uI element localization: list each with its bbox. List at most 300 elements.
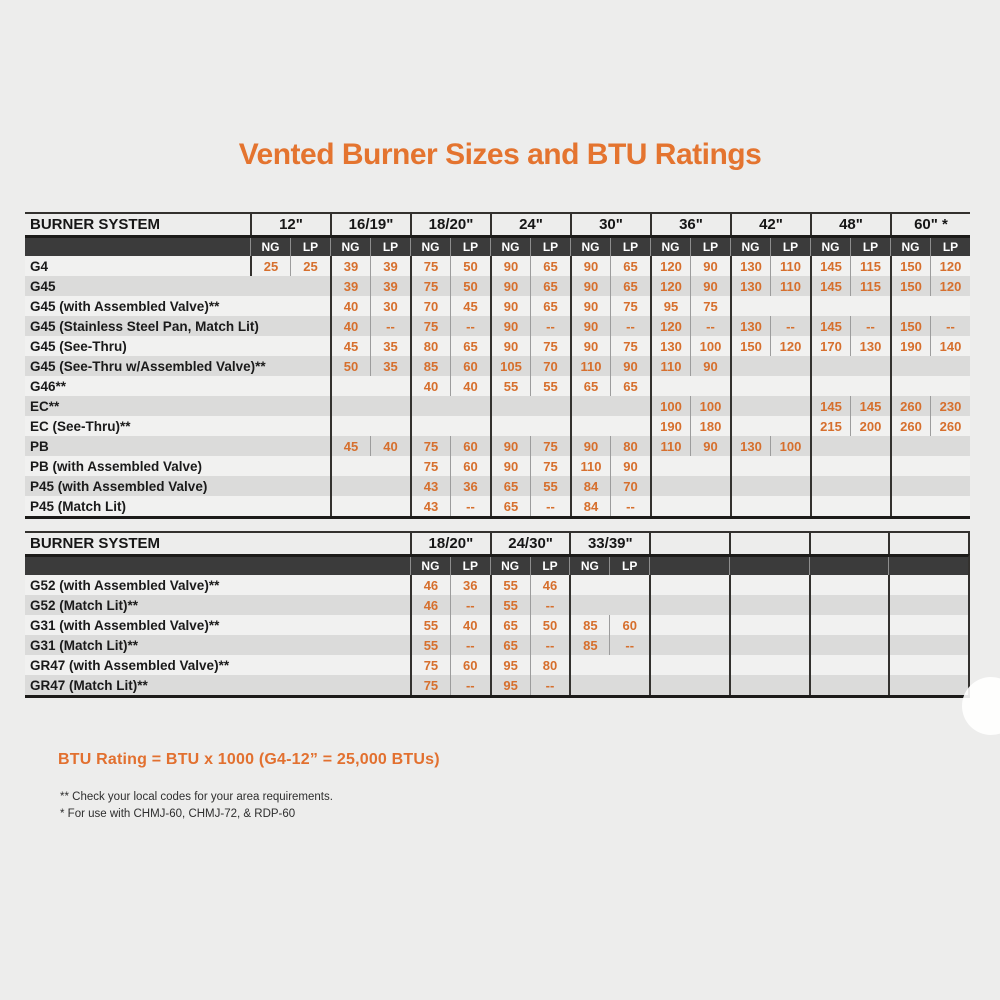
btu-value-ng — [650, 476, 690, 496]
btu-value-ng: 95 — [490, 675, 530, 695]
btu-value-lp: 36 — [450, 575, 490, 595]
table-header-row — [25, 531, 970, 554]
btu-value-lp — [290, 456, 330, 476]
size-header: 12" — [250, 214, 330, 235]
table-row — [25, 336, 970, 356]
btu-value-ng — [650, 456, 690, 476]
empty-cell — [729, 615, 809, 635]
btu-value-ng — [330, 456, 370, 476]
btu-value-lp: 90 — [610, 456, 650, 476]
btu-value-lp: -- — [450, 675, 490, 695]
btu-value-ng: 55 — [490, 575, 530, 595]
btu-value-lp: 90 — [690, 356, 730, 376]
btu-value-ng: 130 — [730, 276, 770, 296]
btu-value-lp: 60 — [450, 356, 490, 376]
footnote-for-use-with: * For use with CHMJ-60, CHMJ-72, & RDP-60 — [60, 808, 296, 820]
btu-value-ng — [250, 336, 290, 356]
size-header: 42" — [730, 214, 810, 235]
btu-value-lp: 65 — [530, 276, 570, 296]
btu-value-lp: 80 — [610, 436, 650, 456]
btu-value-ng: 260 — [890, 416, 930, 436]
btu-value-lp — [850, 436, 890, 456]
btu-value-ng — [810, 496, 850, 516]
burner-system-label: G52 (with Assembled Valve)** — [30, 577, 220, 593]
btu-value-ng — [890, 436, 930, 456]
btu-value-lp — [850, 456, 890, 476]
btu-value-lp — [370, 396, 410, 416]
btu-value-ng: 190 — [650, 416, 690, 436]
btu-value-lp: -- — [530, 675, 570, 695]
btu-value-ng — [250, 396, 290, 416]
btu-value-lp: 75 — [610, 296, 650, 316]
btu-value-ng — [810, 376, 850, 396]
size-header: 18/20" — [410, 214, 490, 235]
btu-value-ng — [730, 476, 770, 496]
btu-value-lp — [370, 376, 410, 396]
burner-system-label: G31 (with Assembled Valve)** — [30, 617, 220, 633]
btu-value-ng: 43 — [410, 496, 450, 516]
btu-value-ng — [569, 655, 609, 675]
fuel-label-lp: LP — [290, 238, 330, 256]
empty-cell — [809, 595, 889, 615]
btu-value-lp: 70 — [530, 356, 570, 376]
btu-value-ng: 190 — [890, 336, 930, 356]
btu-value-ng: 130 — [730, 436, 770, 456]
burner-system-label: PB — [30, 438, 49, 454]
btu-value-ng: 90 — [490, 276, 530, 296]
btu-value-lp: -- — [850, 316, 890, 336]
btu-value-ng: 90 — [570, 436, 610, 456]
burner-system-label: GR47 (Match Lit)** — [30, 677, 148, 693]
btu-value-ng: 43 — [410, 476, 450, 496]
btu-value-ng: 120 — [650, 276, 690, 296]
btu-value-ng — [410, 416, 450, 436]
burner-system-label: G45 (See-Thru w/Assembled Valve)** — [30, 358, 266, 374]
btu-value-lp: 60 — [450, 436, 490, 456]
btu-value-ng: 65 — [570, 376, 610, 396]
burner-system-header: BURNER SYSTEM — [30, 535, 161, 552]
btu-value-lp: 180 — [690, 416, 730, 436]
btu-value-ng — [250, 276, 290, 296]
btu-value-lp: 40 — [450, 615, 490, 635]
empty-cell — [649, 595, 729, 615]
btu-value-lp — [770, 456, 810, 476]
table-row — [25, 655, 970, 675]
empty-cell — [888, 595, 968, 615]
btu-value-lp — [930, 436, 970, 456]
btu-value-lp — [850, 476, 890, 496]
table-row — [25, 496, 970, 516]
btu-value-lp — [370, 476, 410, 496]
btu-value-ng: 55 — [490, 376, 530, 396]
btu-value-ng — [569, 675, 609, 695]
size-header-empty — [649, 533, 729, 554]
btu-value-lp — [690, 456, 730, 476]
burner-system-label: G45 — [30, 278, 56, 294]
btu-value-ng — [890, 476, 930, 496]
size-header-empty — [888, 533, 968, 554]
fuel-label-lp: LP — [450, 557, 490, 575]
burner-system-label: G4 — [30, 258, 49, 274]
btu-value-lp — [690, 476, 730, 496]
btu-value-lp — [530, 396, 570, 416]
btu-value-lp — [290, 296, 330, 316]
fuel-label-ng: NG — [810, 238, 850, 256]
btu-value-ng — [890, 376, 930, 396]
burner-system-label: P45 (Match Lit) — [30, 498, 127, 514]
table-row — [25, 416, 970, 436]
empty-cell — [809, 655, 889, 675]
btu-value-lp: -- — [530, 635, 570, 655]
btu-value-ng: 55 — [490, 595, 530, 615]
btu-value-lp: 40 — [450, 376, 490, 396]
btu-value-ng: 75 — [410, 316, 450, 336]
burner-system-header: BURNER SYSTEM — [30, 216, 161, 233]
btu-value-lp: 115 — [850, 256, 890, 276]
empty-cell — [729, 635, 809, 655]
btu-value-lp: 145 — [850, 396, 890, 416]
btu-value-ng — [730, 296, 770, 316]
btu-value-ng — [730, 396, 770, 416]
btu-value-ng — [250, 376, 290, 396]
btu-value-lp — [690, 376, 730, 396]
btu-value-lp — [290, 276, 330, 296]
table-row — [25, 256, 970, 276]
btu-value-ng — [810, 296, 850, 316]
btu-value-ng — [330, 416, 370, 436]
fuel-label-lp: LP — [770, 238, 810, 256]
btu-value-lp — [770, 496, 810, 516]
btu-value-lp: 90 — [690, 256, 730, 276]
btu-value-lp — [290, 316, 330, 336]
burner-system-label: G52 (Match Lit)** — [30, 597, 139, 613]
btu-value-ng — [810, 476, 850, 496]
fuel-label-ng: NG — [570, 238, 610, 256]
fuel-type-band — [25, 554, 970, 575]
btu-value-ng: 65 — [490, 635, 530, 655]
btu-value-lp: 90 — [690, 276, 730, 296]
btu-value-lp: 65 — [610, 376, 650, 396]
btu-value-ng: 145 — [810, 276, 850, 296]
btu-value-lp — [850, 376, 890, 396]
btu-value-lp — [609, 575, 649, 595]
fuel-label-lp: LP — [609, 557, 649, 575]
btu-value-ng: 85 — [569, 615, 609, 635]
btu-value-lp: 39 — [370, 276, 410, 296]
btu-value-ng: 46 — [410, 595, 450, 615]
btu-value-ng: 150 — [730, 336, 770, 356]
btu-value-lp: 55 — [530, 476, 570, 496]
btu-value-lp: 65 — [610, 276, 650, 296]
burner-system-label: G31 (Match Lit)** — [30, 637, 139, 653]
btu-value-ng: 75 — [410, 655, 450, 675]
btu-value-lp — [930, 376, 970, 396]
btu-value-lp: 25 — [290, 256, 330, 276]
btu-value-ng: 39 — [330, 256, 370, 276]
btu-value-lp — [370, 496, 410, 516]
table-row — [25, 436, 970, 456]
btu-value-ng: 170 — [810, 336, 850, 356]
burner-system-label: EC (See-Thru)** — [30, 418, 131, 434]
btu-value-lp: 50 — [450, 256, 490, 276]
btu-value-lp: -- — [609, 635, 649, 655]
fuel-band-empty-cell — [888, 557, 968, 575]
table-row — [25, 356, 970, 376]
btu-value-ng: 150 — [890, 256, 930, 276]
btu-value-lp: -- — [770, 316, 810, 336]
empty-cell — [729, 595, 809, 615]
btu-value-lp: 36 — [450, 476, 490, 496]
btu-value-ng: 120 — [650, 316, 690, 336]
fuel-label-ng: NG — [650, 238, 690, 256]
btu-value-ng — [730, 356, 770, 376]
fuel-band-label-spacer — [25, 238, 250, 256]
fuel-label-ng: NG — [250, 238, 290, 256]
page-title: Vented Burner Sizes and BTU Ratings — [238, 138, 762, 171]
btu-value-lp — [930, 496, 970, 516]
btu-value-lp: 260 — [930, 416, 970, 436]
btu-value-lp — [930, 456, 970, 476]
empty-cell — [729, 575, 809, 595]
fuel-label-lp: LP — [850, 238, 890, 256]
btu-value-lp: 100 — [690, 336, 730, 356]
btu-value-lp: -- — [690, 316, 730, 336]
btu-value-ng: 50 — [330, 356, 370, 376]
btu-value-ng: 45 — [330, 336, 370, 356]
btu-value-lp: -- — [370, 316, 410, 336]
fuel-label-lp: LP — [610, 238, 650, 256]
btu-value-lp: 55 — [530, 376, 570, 396]
btu-value-ng: 130 — [650, 336, 690, 356]
btu-value-lp: 75 — [530, 436, 570, 456]
table-row — [25, 296, 970, 316]
empty-cell — [809, 635, 889, 655]
fuel-band-label-spacer — [25, 557, 410, 575]
btu-value-ng: 260 — [890, 396, 930, 416]
btu-value-lp: 60 — [450, 456, 490, 476]
btu-value-ng: 145 — [810, 316, 850, 336]
btu-value-lp: 230 — [930, 396, 970, 416]
burner-system-label: EC** — [30, 398, 60, 414]
table-row — [25, 635, 970, 655]
table-row — [25, 575, 970, 595]
btu-value-ng: 40 — [330, 316, 370, 336]
btu-value-ng — [730, 496, 770, 516]
btu-value-lp: 75 — [690, 296, 730, 316]
btu-value-ng — [330, 396, 370, 416]
btu-value-ng: 110 — [650, 356, 690, 376]
fuel-band-empty-cell — [649, 557, 729, 575]
table-row — [25, 396, 970, 416]
empty-cell — [809, 575, 889, 595]
btu-value-ng: 90 — [570, 316, 610, 336]
btu-value-ng — [730, 376, 770, 396]
btu-value-ng: 90 — [570, 256, 610, 276]
btu-value-lp — [370, 416, 410, 436]
fuel-label-ng: NG — [730, 238, 770, 256]
btu-value-ng — [250, 456, 290, 476]
btu-value-lp — [290, 496, 330, 516]
footnote-local-codes: ** Check your local codes for your area requirements. — [60, 791, 333, 803]
btu-value-ng — [250, 356, 290, 376]
btu-value-ng: 75 — [410, 256, 450, 276]
table-header-row — [25, 212, 970, 235]
btu-value-lp: 200 — [850, 416, 890, 436]
btu-value-ng: 150 — [890, 316, 930, 336]
btu-value-ng: 95 — [650, 296, 690, 316]
btu-value-ng: 90 — [570, 336, 610, 356]
size-header: 30" — [570, 214, 650, 235]
btu-value-ng: 45 — [330, 436, 370, 456]
btu-value-lp: 50 — [450, 276, 490, 296]
burner-system-label: P45 (with Assembled Valve) — [30, 478, 208, 494]
empty-cell — [649, 675, 729, 695]
btu-value-lp: 45 — [450, 296, 490, 316]
size-header: 33/39" — [569, 533, 649, 554]
btu-value-ng: 130 — [730, 256, 770, 276]
table-row — [25, 675, 970, 695]
btu-value-lp — [770, 476, 810, 496]
btu-value-lp: -- — [610, 496, 650, 516]
btu-value-ng: 40 — [410, 376, 450, 396]
btu-value-ng — [890, 456, 930, 476]
btu-value-lp: 35 — [370, 356, 410, 376]
btu-value-ng — [490, 416, 530, 436]
btu-value-lp: -- — [450, 316, 490, 336]
size-header-empty — [809, 533, 889, 554]
btu-value-lp — [530, 416, 570, 436]
size-header: 60" * — [890, 214, 970, 235]
btu-value-ng: 100 — [650, 396, 690, 416]
btu-value-lp — [290, 416, 330, 436]
btu-value-ng — [810, 436, 850, 456]
btu-value-lp — [770, 396, 810, 416]
btu-value-ng: 90 — [490, 316, 530, 336]
size-header: 24" — [490, 214, 570, 235]
btu-value-ng — [730, 456, 770, 476]
btu-value-lp: -- — [530, 496, 570, 516]
btu-value-lp: 40 — [370, 436, 410, 456]
btu-value-lp: 60 — [609, 615, 649, 635]
fuel-label-lp: LP — [930, 238, 970, 256]
btu-value-lp: 65 — [530, 296, 570, 316]
table-row — [25, 276, 970, 296]
btu-value-ng — [250, 296, 290, 316]
btu-value-lp: 110 — [770, 256, 810, 276]
btu-value-ng: 75 — [410, 675, 450, 695]
empty-cell — [809, 675, 889, 695]
size-header: 18/20" — [410, 533, 490, 554]
btu-value-lp — [770, 416, 810, 436]
table-row — [25, 456, 970, 476]
btu-value-ng: 145 — [810, 396, 850, 416]
size-header: 48" — [810, 214, 890, 235]
btu-value-lp — [850, 496, 890, 516]
btu-value-lp — [770, 376, 810, 396]
empty-cell — [809, 615, 889, 635]
fuel-label-ng: NG — [410, 557, 450, 575]
btu-value-ng: 55 — [410, 635, 450, 655]
btu-value-ng: 105 — [490, 356, 530, 376]
btu-value-lp — [850, 296, 890, 316]
btu-value-ng: 80 — [410, 336, 450, 356]
btu-value-lp: 50 — [530, 615, 570, 635]
table-row — [25, 316, 970, 336]
btu-value-lp — [930, 476, 970, 496]
btu-value-ng: 145 — [810, 256, 850, 276]
btu-value-lp: 39 — [370, 256, 410, 276]
btu-value-ng — [490, 396, 530, 416]
btu-value-ng — [650, 376, 690, 396]
btu-value-lp — [370, 456, 410, 476]
btu-value-ng — [330, 376, 370, 396]
btu-value-lp: -- — [530, 316, 570, 336]
btu-value-ng: 84 — [570, 476, 610, 496]
fuel-label-lp: LP — [370, 238, 410, 256]
btu-value-ng — [250, 416, 290, 436]
btu-value-ng — [250, 436, 290, 456]
btu-value-lp: -- — [530, 595, 570, 615]
empty-cell — [888, 615, 968, 635]
btu-value-lp: 46 — [530, 575, 570, 595]
btu-value-ng — [890, 496, 930, 516]
empty-cell — [649, 615, 729, 635]
btu-value-ng: 110 — [570, 356, 610, 376]
btu-value-ng — [890, 296, 930, 316]
burner-system-label: GR47 (with Assembled Valve)** — [30, 657, 230, 673]
btu-value-lp: 65 — [530, 256, 570, 276]
btu-value-ng — [650, 496, 690, 516]
size-header: 24/30" — [490, 533, 570, 554]
btu-value-ng: 120 — [650, 256, 690, 276]
btu-value-ng — [570, 416, 610, 436]
btu-value-lp: 90 — [690, 436, 730, 456]
size-header: 36" — [650, 214, 730, 235]
btu-value-lp: 60 — [450, 655, 490, 675]
empty-cell — [888, 635, 968, 655]
btu-value-lp: -- — [450, 595, 490, 615]
btu-value-lp — [290, 476, 330, 496]
btu-value-ng: 70 — [410, 296, 450, 316]
btu-value-ng: 110 — [650, 436, 690, 456]
btu-value-ng: 150 — [890, 276, 930, 296]
empty-cell — [888, 675, 968, 695]
btu-value-lp — [609, 655, 649, 675]
btu-value-ng: 65 — [490, 476, 530, 496]
btu-value-ng — [810, 456, 850, 476]
btu-value-lp — [690, 496, 730, 516]
btu-value-ng — [570, 396, 610, 416]
burner-system-label: G45 (See-Thru) — [30, 338, 127, 354]
btu-value-ng — [250, 496, 290, 516]
btu-value-lp: -- — [450, 635, 490, 655]
btu-value-lp: 75 — [610, 336, 650, 356]
btu-value-lp: 130 — [850, 336, 890, 356]
btu-value-lp: -- — [610, 316, 650, 336]
btu-value-lp: 65 — [610, 256, 650, 276]
btu-value-ng: 90 — [490, 296, 530, 316]
btu-value-lp — [290, 356, 330, 376]
btu-value-ng: 90 — [490, 456, 530, 476]
btu-value-lp — [450, 396, 490, 416]
btu-value-lp: -- — [930, 316, 970, 336]
table-row — [25, 595, 970, 615]
btu-value-ng — [730, 416, 770, 436]
btu-value-lp — [609, 675, 649, 695]
btu-value-ng: 90 — [570, 296, 610, 316]
btu-value-ng — [569, 575, 609, 595]
btu-value-lp: 30 — [370, 296, 410, 316]
